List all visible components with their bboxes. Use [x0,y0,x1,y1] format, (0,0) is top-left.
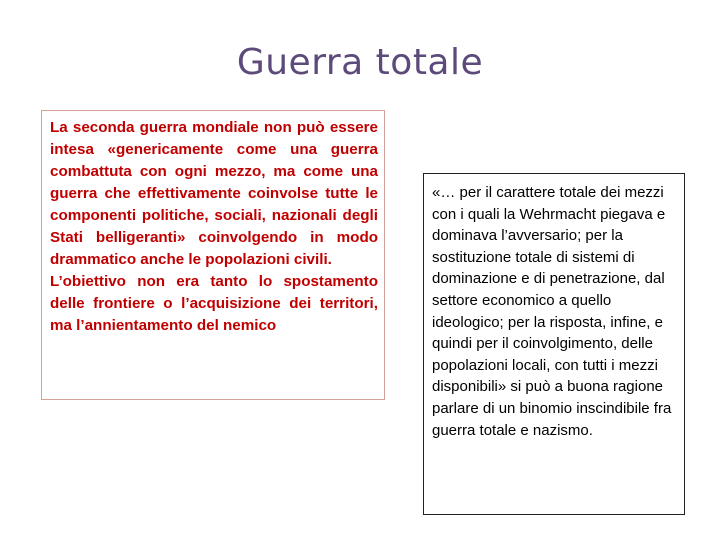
left-paragraph-1: La seconda guerra mondiale non può essere intesa «genericamente come una guerra combattuta con ogni mezzo, ma come una guerra che effettivamente coinvolse tutte le componenti politiche, sociali, nazionali degli Stati belligeranti» coinvolgendo in modo drammatico anche le popolazioni civili. [50,119,378,268]
right-quote-box [423,173,685,515]
slide-title: Guerra totale [236,42,484,83]
left-text-box [41,110,385,400]
right-quote-text: «… per il carattere totale dei mezzi con i quali la Wehrmacht piegava e dominava l’avversario; per la sostituzione totale di sistemi di dominazione e di penetrazione, dal settore economico a quello ideologico; per la risposta, infine, e quindi per il coinvolgimento, delle popolazioni locali, con tutti i mezzi disponibili» si può a buona ragione parlare di un binomio inscindibile fra guerra totale e nazismo. [432,184,672,439]
left-paragraph-2: L’obiettivo non era tanto lo spostamento delle frontiere o l’acquisizione dei territori, ma l’annientamento del nemico [50,273,378,334]
